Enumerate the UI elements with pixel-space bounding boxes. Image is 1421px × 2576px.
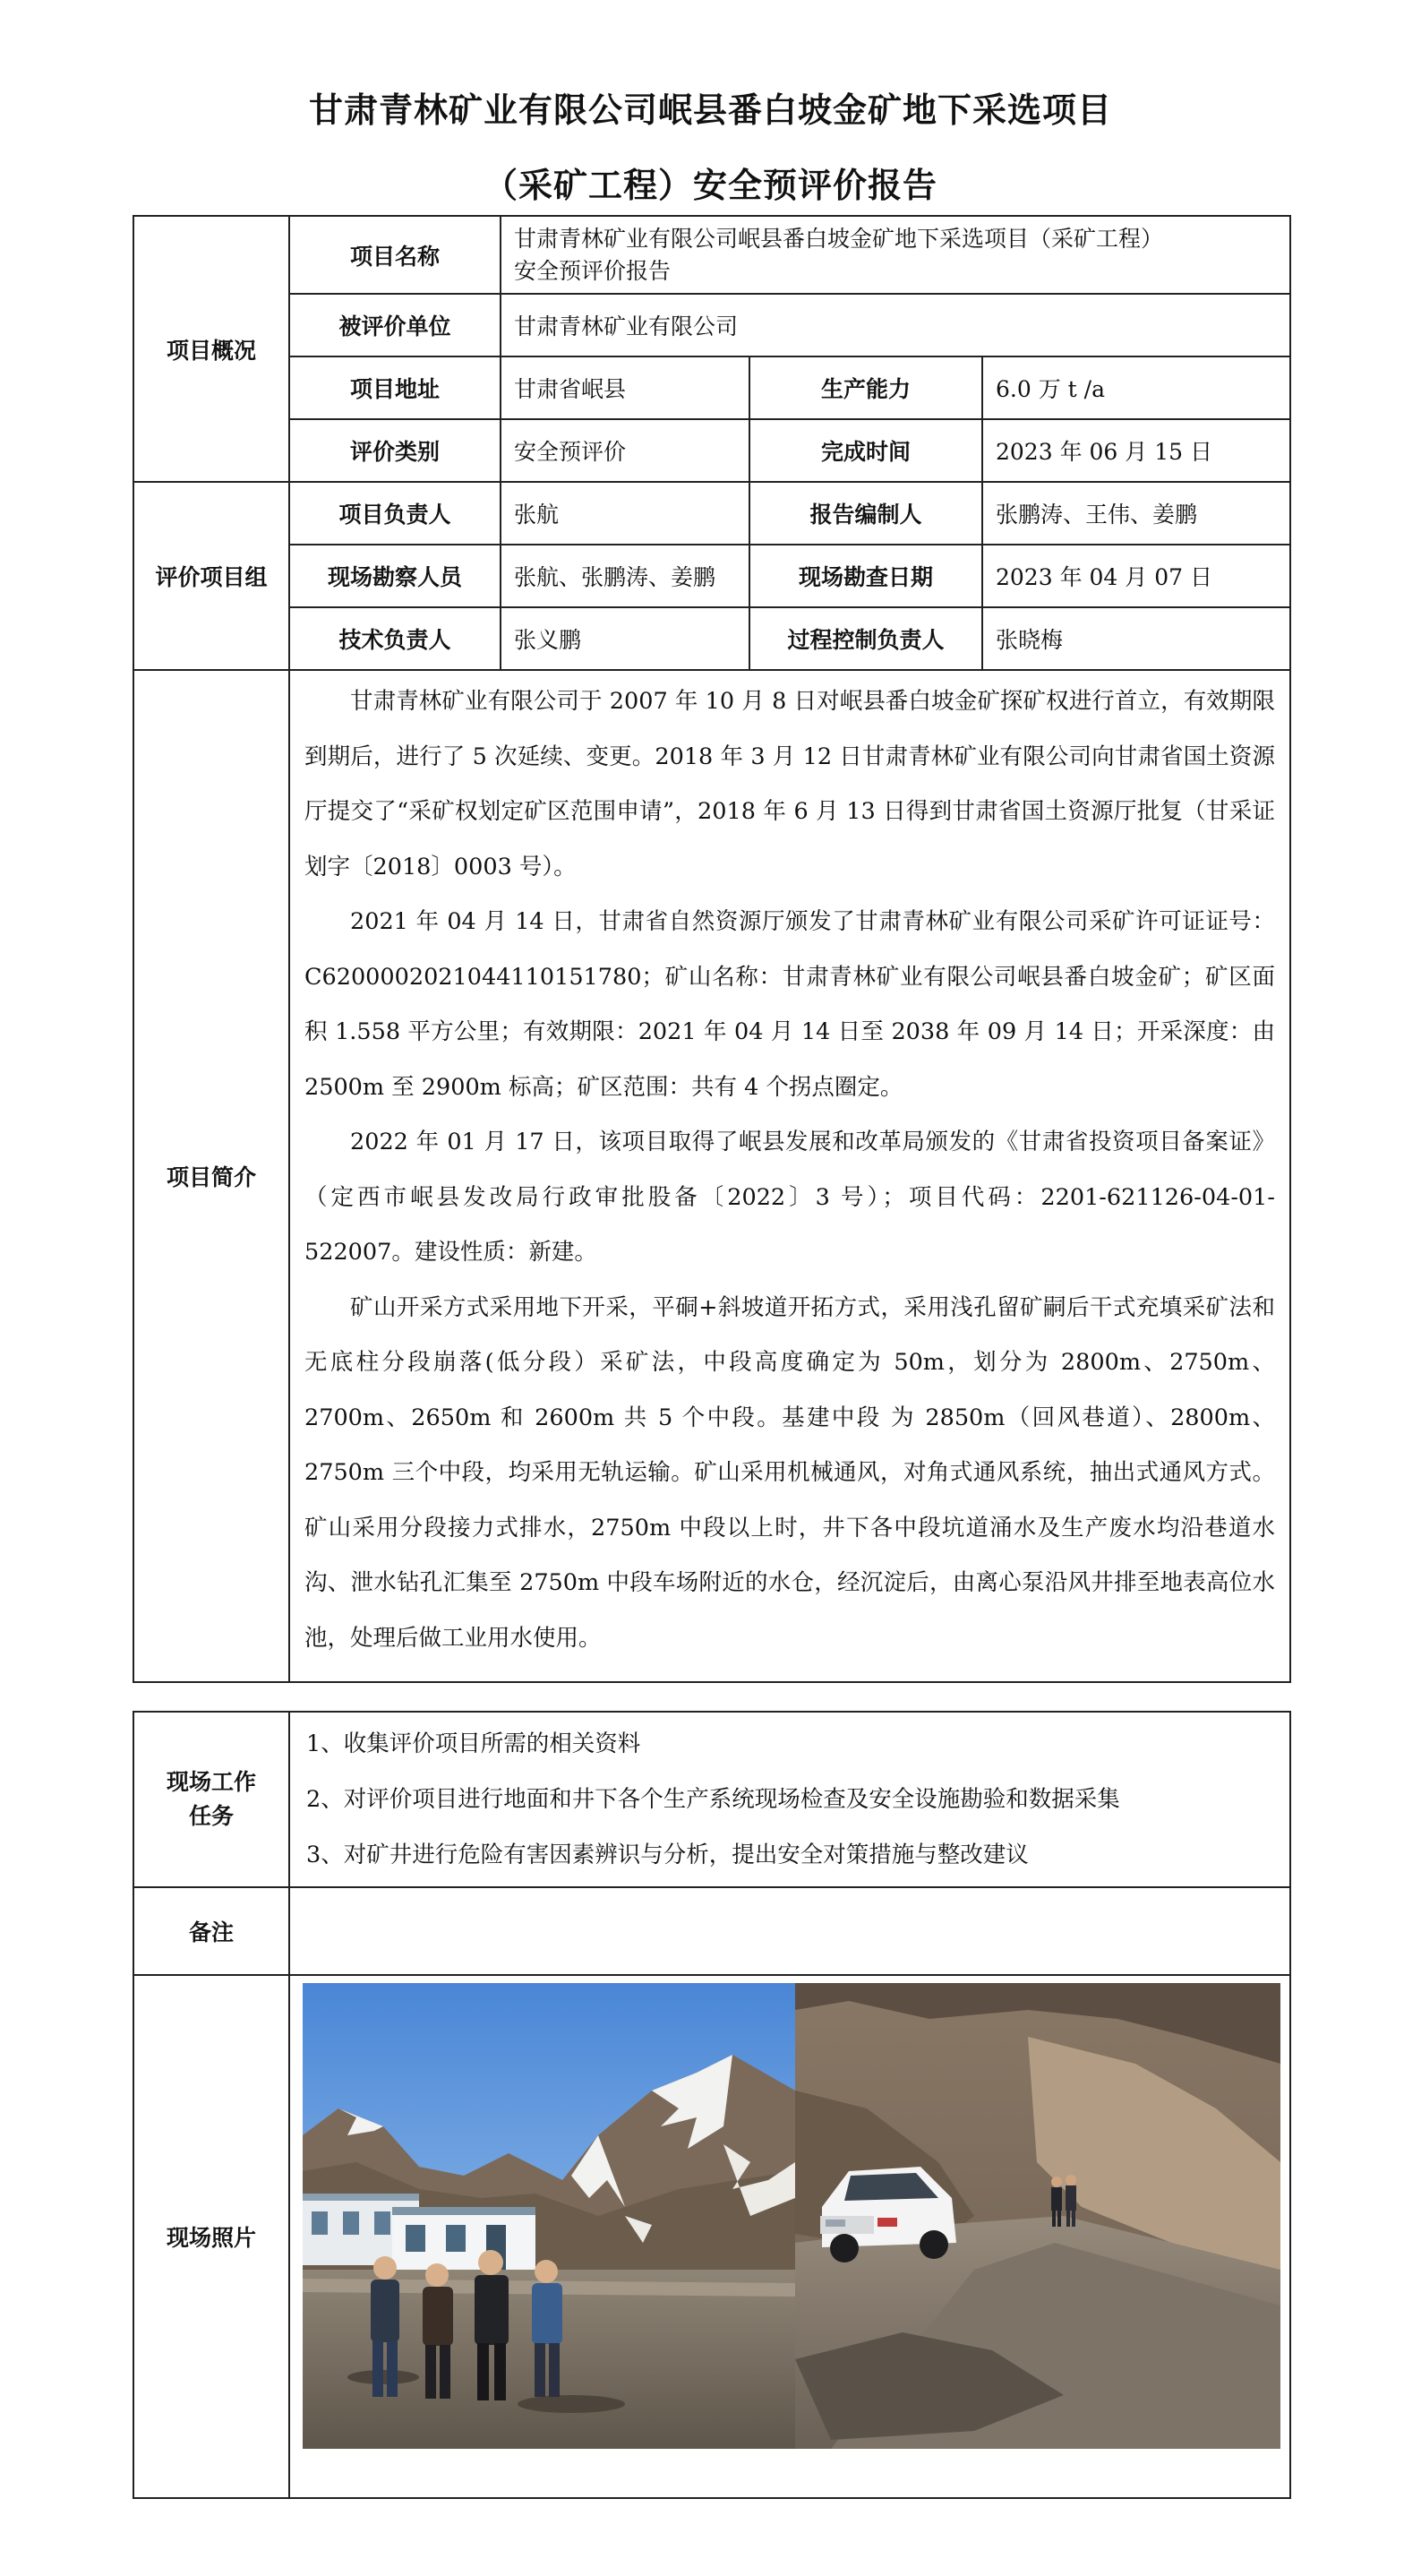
intro-section-label: 项目简介 xyxy=(133,670,289,1682)
intro-body xyxy=(289,670,1290,1682)
task-item: 1、收集评价项目所需的相关资料 xyxy=(306,1730,641,1757)
writers-label: 报告编制人 xyxy=(749,482,982,545)
tasks-list xyxy=(289,1712,1290,1887)
address-value: 甘肃省岷县 xyxy=(501,356,749,419)
team-section-label: 评价项目组 xyxy=(133,482,289,670)
tasks-label-line1: 现场工作 xyxy=(166,1769,256,1795)
project-name-label: 项目名称 xyxy=(289,216,501,294)
survey-date-value: 2023 年 04 月 07 日 xyxy=(982,545,1290,607)
leader-value: 张航 xyxy=(501,482,749,545)
completion-value: 2023 年 06 月 15 日 xyxy=(982,419,1290,482)
site-photo-team-image xyxy=(303,1983,795,2449)
report-title-line1: 甘肃青林矿业有限公司岷县番白坡金矿地下采选项目 xyxy=(308,90,1112,130)
photos-section-label: 现场照片 xyxy=(133,1975,289,2498)
eval-type-value: 安全预评价 xyxy=(501,419,749,482)
intro-paragraph: 2022 年 01 月 17 日，该项目取得了岷县发展和改革局颁发的《甘肃省投资项目备案证》（定西市岷县发改局行政审批股备〔2022〕3 号）；项目代码：2201-621126-04-01-522007。建设性质：新建。 xyxy=(304,1129,1275,1266)
evaluated-unit-value: 甘肃青林矿业有限公司 xyxy=(501,294,1290,356)
remarks-value xyxy=(289,1887,1290,1975)
photos-cell xyxy=(289,1975,1290,2498)
capacity-label: 生产能力 xyxy=(749,356,982,419)
surveyors-value: 张航、张鹏涛、姜鹏 xyxy=(501,545,749,607)
evaluated-unit-label: 被评价单位 xyxy=(289,294,501,356)
capacity-value: 6.0 万 t /a xyxy=(982,356,1290,419)
writers-value: 张鹏涛、王伟、姜鹏 xyxy=(982,482,1290,545)
eval-type-label: 评价类别 xyxy=(289,419,501,482)
process-lead-value: 张晓梅 xyxy=(982,607,1290,670)
site-photo-team xyxy=(303,1983,795,2449)
tech-lead-value: 张义鹏 xyxy=(501,607,749,670)
overview-section-label: 项目概况 xyxy=(133,216,289,482)
surveyors-label: 现场勘察人员 xyxy=(289,545,501,607)
process-lead-label: 过程控制负责人 xyxy=(749,607,982,670)
tasks-section-label xyxy=(133,1712,289,1887)
tasks-table xyxy=(133,1711,1291,2499)
intro-paragraph: 2021 年 04 月 14 日，甘肃省自然资源厅颁发了甘肃青林矿业有限公司采矿许可证证号：C6200002021044110151780；矿山名称：甘肃青林矿业有限公司岷县番白坡金矿；矿区面积 1.558 平方公里；有效期限：2021 年 04 月 14 日至 2038 年 09 月 14 日；开采深度：由 2500m 至 2900m 标高；矿区范围：共有 4 个拐点圈定。 xyxy=(304,908,1275,1101)
task-item: 3、对矿井进行危险有害因素辨识与分析，提出安全对策措施与整改建议 xyxy=(306,1842,1029,1868)
site-photo-road xyxy=(795,1983,1280,2449)
leader-label: 项目负责人 xyxy=(289,482,501,545)
project-name-line2: 安全预评价报告 xyxy=(514,257,672,284)
tasks-label-line2: 任务 xyxy=(188,1803,234,1829)
remarks-label: 备注 xyxy=(133,1887,289,1975)
completion-label: 完成时间 xyxy=(749,419,982,482)
address-label: 项目地址 xyxy=(289,356,501,419)
intro-paragraph: 矿山开采方式采用地下开采，平硐+斜坡道开拓方式，采用浅孔留矿嗣后干式充填采矿法和无底柱分段崩落(低分段）采矿法，中段高度确定为 50m，划分为 2800m、2750m、2700m、2650m 和 2600m 共 5 个中段。基建中段 为 2850m（回风巷道）、2800m、2750m 三个中段，均采用无轨运输。矿山采用机械通风，对角式通风系统，抽出式通风方式。矿山采用分段接力式排水，2750m 中段以上时，井下各中段坑道涌水及生产废水均沿巷道水沟、泄水钻孔汇集至 2750m 中段车场附近的水仓，经沉淀后，由离心泵沿风井排至地表高位水池，处理后做工业用水使用。 xyxy=(304,1293,1275,1652)
intro-paragraph: 甘肃青林矿业有限公司于 2007 年 10 月 8 日对岷县番白坡金矿探矿权进行首立，有效期限到期后，进行了 5 次延续、变更。2018 年 3 月 12 日甘肃青林矿业有限公司向甘肃省国土资源厅提交了“采矿权划定矿区范围申请”，2018 年 6 月 13 日得到甘肃省国土资源厅批复（甘采证划字〔2018〕0003 号）。 xyxy=(304,688,1275,880)
info-table xyxy=(133,215,1291,1683)
tech-lead-label: 技术负责人 xyxy=(289,607,501,670)
site-photo-road-image xyxy=(795,1983,1280,2449)
project-name-line1: 甘肃青林矿业有限公司岷县番白坡金矿地下采选项目（采矿工程） xyxy=(514,225,1164,252)
report-title-line2: （采矿工程）安全预评价报告 xyxy=(483,165,937,205)
survey-date-label: 现场勘查日期 xyxy=(749,545,982,607)
task-item: 2、对评价项目进行地面和井下各个生产系统现场检查及安全设施勘验和数据采集 xyxy=(306,1786,1120,1813)
project-name-value xyxy=(501,216,1290,294)
